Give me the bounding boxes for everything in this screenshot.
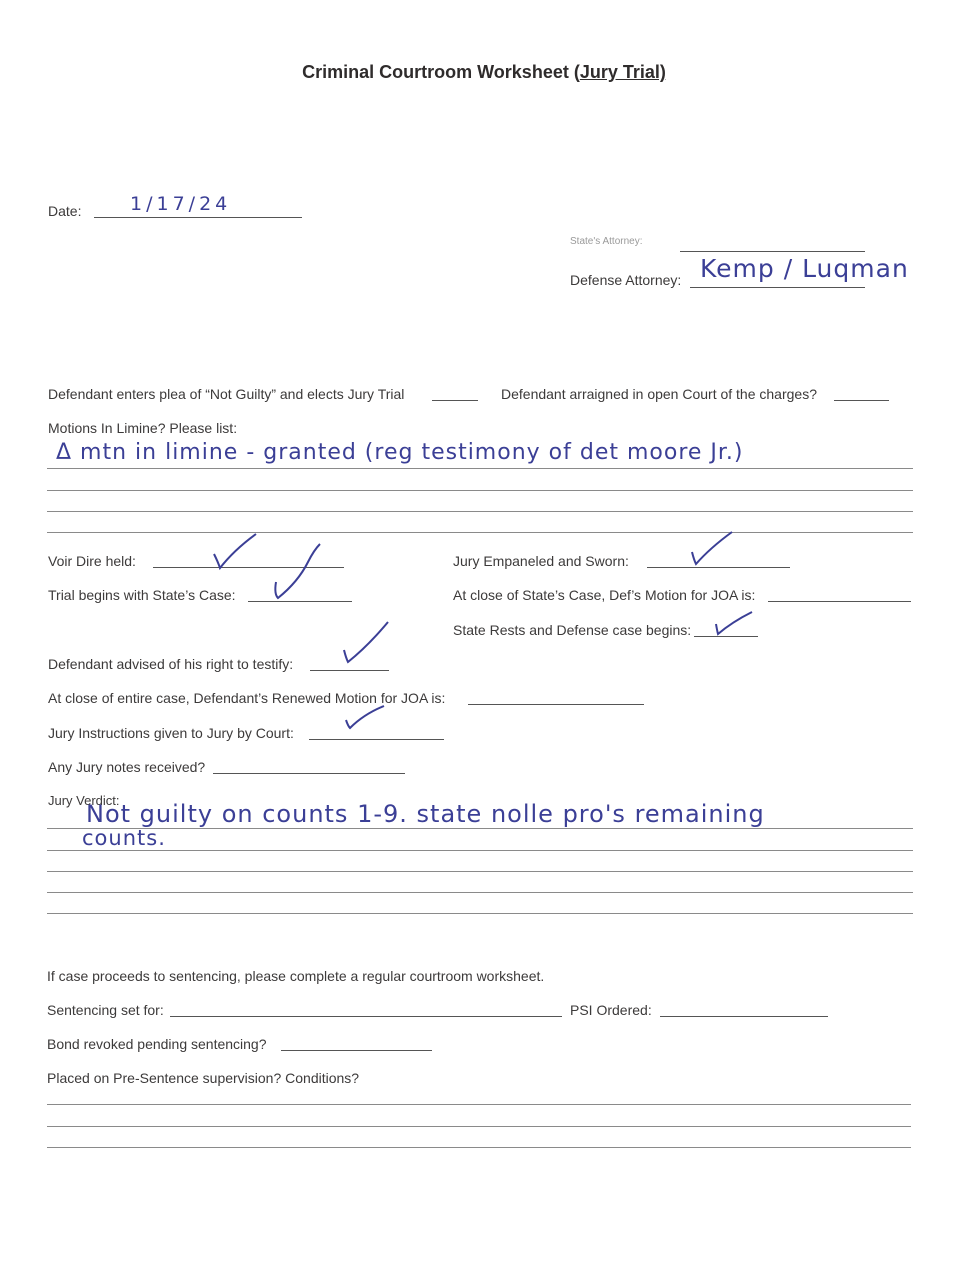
renewed-joa-field-line[interactable] <box>468 704 644 705</box>
jury-empaneled-label: Jury Empaneled and Sworn: <box>453 553 629 569</box>
supervision-line-2[interactable] <box>47 1126 911 1127</box>
arraigned-field-line[interactable] <box>834 400 889 401</box>
date-field-line[interactable] <box>94 217 302 218</box>
state-attorney-label: State's Attorney: <box>570 236 643 247</box>
renewed-joa-label: At close of entire case, Defendant’s Renewed Motion for JOA is: <box>48 690 446 706</box>
title-jury-trial: Jury Trial) <box>579 62 666 82</box>
motion-line-2[interactable] <box>47 490 913 491</box>
jury-instructions-field-line[interactable] <box>309 739 444 740</box>
trial-begins-checkmark-icon <box>272 542 324 602</box>
joa-state-close-field-line[interactable] <box>768 601 911 602</box>
right-to-testify-checkmark-icon <box>340 620 392 666</box>
state-rests-field-line[interactable] <box>694 636 758 637</box>
state-rests-checkmark-icon <box>714 610 754 636</box>
joa-state-close-label: At close of State’s Case, Def’s Motion for JOA is: <box>453 587 756 603</box>
date-value: 1/17/24 <box>130 193 232 215</box>
psi-ordered-field-line[interactable] <box>660 1016 828 1017</box>
jury-notes-label: Any Jury notes received? <box>48 759 206 775</box>
jury-instructions-label: Jury Instructions given to Jury by Court: <box>48 725 294 741</box>
bond-revoked-label: Bond revoked pending sentencing? <box>47 1036 267 1052</box>
jury-notes-field-line[interactable] <box>213 773 405 774</box>
verdict-line-1-value: Not guilty on counts 1-9. state nolle pro's remaining <box>86 800 765 828</box>
arraigned-label: Defendant arraigned in open Court of the charges? <box>501 386 817 402</box>
plea-label: Defendant enters plea of “Not Guilty” and elects Jury Trial <box>48 386 405 402</box>
state-rests-label: State Rests and Defense case begins: <box>453 622 692 638</box>
trial-begins-label: Trial begins with State’s Case: <box>48 587 236 603</box>
verdict-line-3[interactable] <box>47 871 913 872</box>
jury-instructions-checkmark-icon <box>344 704 386 730</box>
defense-attorney-field-line[interactable] <box>690 287 865 288</box>
state-attorney-field-line[interactable] <box>680 251 865 252</box>
motion-line-3[interactable] <box>47 511 913 512</box>
date-label: Date: <box>48 203 82 219</box>
worksheet-title <box>0 62 968 83</box>
voir-dire-checkmark-icon <box>210 532 260 572</box>
supervision-line-3[interactable] <box>47 1147 911 1148</box>
motions-label: Motions In Limine? Please list: <box>48 420 238 436</box>
motion-line-1[interactable] <box>47 468 913 469</box>
motion-line-1-value: Δ mtn in limine - granted (reg testimony of det moore Jr.) <box>56 440 744 465</box>
verdict-line-2[interactable] <box>47 850 913 851</box>
right-to-testify-label: Defendant advised of his right to testify: <box>48 656 294 672</box>
bond-revoked-field-line[interactable] <box>281 1050 432 1051</box>
right-to-testify-field-line[interactable] <box>310 670 389 671</box>
sentencing-set-for-field-line[interactable] <box>170 1016 562 1017</box>
supervision-label: Placed on Pre-Sentence supervision? Conditions? <box>47 1070 360 1086</box>
verdict-line-4[interactable] <box>47 892 913 893</box>
supervision-line-1[interactable] <box>47 1104 911 1105</box>
sentencing-set-for-label: Sentencing set for: <box>47 1002 164 1018</box>
title-text: Criminal Courtroom Worksheet ( <box>302 62 580 82</box>
sentencing-note: If case proceeds to sentencing, please complete a regular courtroom worksheet. <box>47 968 545 984</box>
verdict-line-1[interactable] <box>47 828 913 829</box>
defense-attorney-label: Defense Attorney: <box>570 272 682 288</box>
plea-field-line[interactable] <box>432 400 478 401</box>
jury-empaneled-checkmark-icon <box>690 530 735 568</box>
motion-line-4[interactable] <box>47 532 913 533</box>
defense-attorney-value: Kemp / Luqman <box>700 254 909 283</box>
voir-dire-label: Voir Dire held: <box>48 553 136 569</box>
verdict-line-5[interactable] <box>47 913 913 914</box>
psi-ordered-label: PSI Ordered: <box>570 1002 652 1018</box>
jury-verdict-label: Jury Verdict: <box>48 793 120 808</box>
verdict-line-2-value: counts. <box>82 826 166 850</box>
